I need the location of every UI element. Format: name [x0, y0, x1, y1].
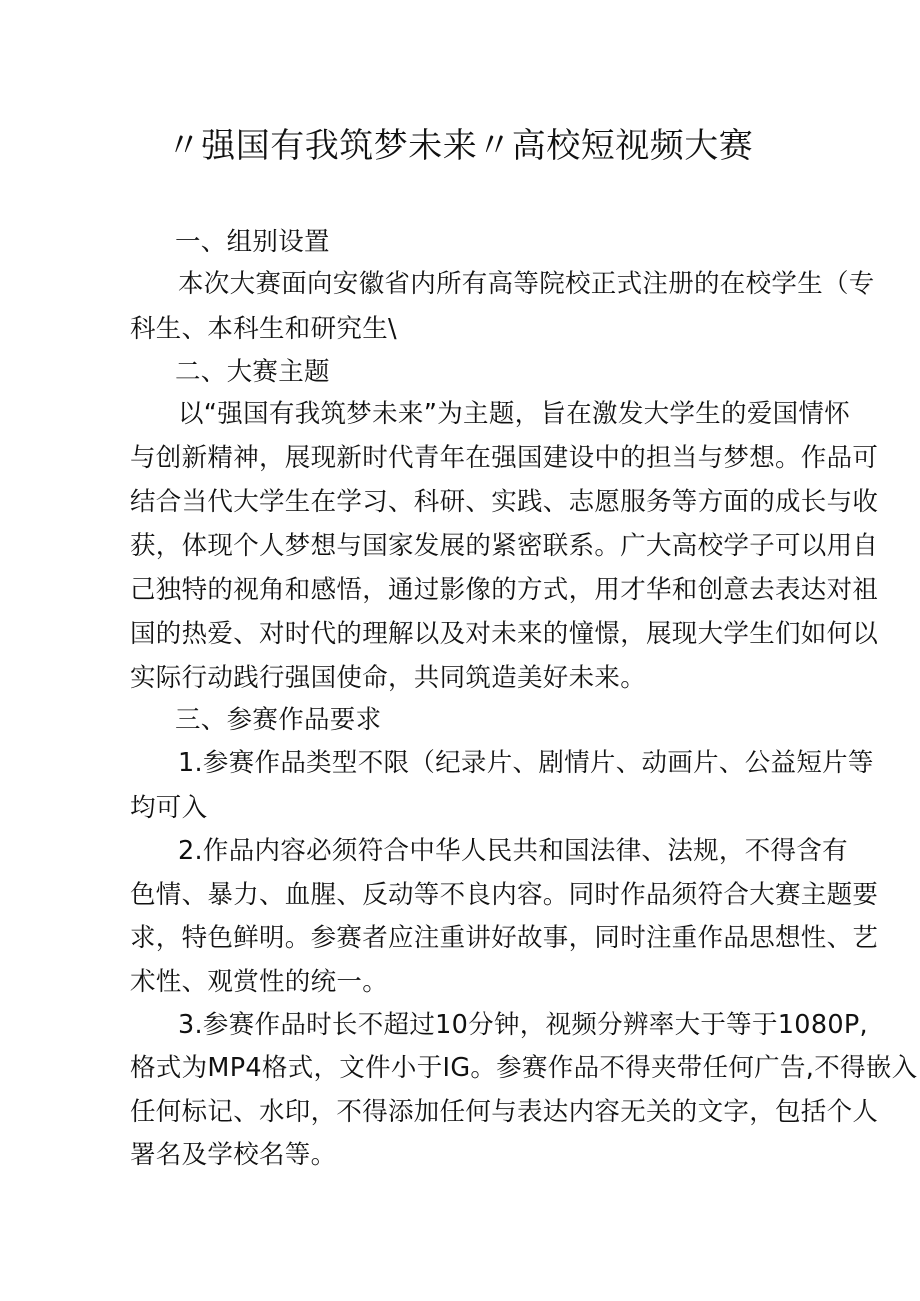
requirement-item-3-line: 署名及学校名等。 — [130, 1140, 337, 1170]
section-heading-theme: 二、大赛主题 — [175, 357, 330, 387]
requirement-item-1-line: 1.参赛作品类型不限（纪录片、剧情片、动画片、公益短片等 — [178, 748, 874, 778]
requirement-item-3-line: 任何标记、水印，不得添加任何与表达内容无关的文字，包括个人 — [130, 1097, 879, 1127]
requirement-item-2-line: 求，特色鲜明。参赛者应注重讲好故事，同时注重作品思想性、艺 — [130, 923, 879, 953]
paragraph-line: 以“强国有我筑梦未来”为主题，旨在激发大学生的爱国情怀 — [178, 399, 851, 429]
section-heading-group-setup: 一、组别设置 — [175, 227, 330, 257]
requirement-item-2-line: 色情、暴力、血腥、反动等不良内容。同时作品须符合大赛主题要 — [130, 880, 879, 910]
paragraph-line: 国的热爱、对时代的理解以及对未来的憧憬，展现大学生们如何以 — [130, 619, 879, 649]
requirement-item-3-line: 格式为MP4格式，文件小于IG。参赛作品不得夹带任何广告,不得嵌入 — [130, 1053, 918, 1083]
paragraph-line: 获，体现个人梦想与国家发展的紧密联系。广大高校学子可以用自 — [130, 531, 879, 561]
requirement-item-1-line: 均可入 — [130, 793, 208, 823]
requirement-item-2-line: 术性、观赏性的统一。 — [130, 967, 389, 997]
requirement-item-3-line: 3.参赛作品时长不超过10分钟，视频分辨率大于等于1080P, — [178, 1010, 868, 1040]
paragraph-line: 结合当代大学生在学习、科研、实践、志愿服务等方面的成长与收 — [130, 487, 879, 517]
document-title: 〃强国有我筑梦未来〃高校短视频大赛 — [166, 126, 754, 166]
paragraph-line: 本次大赛面向安徽省内所有高等院校正式注册的在校学生（专 — [178, 269, 875, 299]
paragraph-line: 与创新精神，展现新时代青年在强国建设中的担当与梦想。作品可 — [130, 443, 879, 473]
paragraph-line: 科生、本科生和研究生\ — [130, 314, 397, 344]
paragraph-line: 己独特的视角和感悟，通过影像的方式，用才华和创意去表达对祖 — [130, 575, 879, 605]
section-heading-requirements: 三、参赛作品要求 — [175, 705, 382, 735]
paragraph-line: 实际行动践行强国使命，共同筑造美好未来。 — [130, 663, 647, 693]
requirement-item-2-line: 2.作品内容必须符合中华人民共和国法律、法规，不得含有 — [178, 836, 848, 866]
